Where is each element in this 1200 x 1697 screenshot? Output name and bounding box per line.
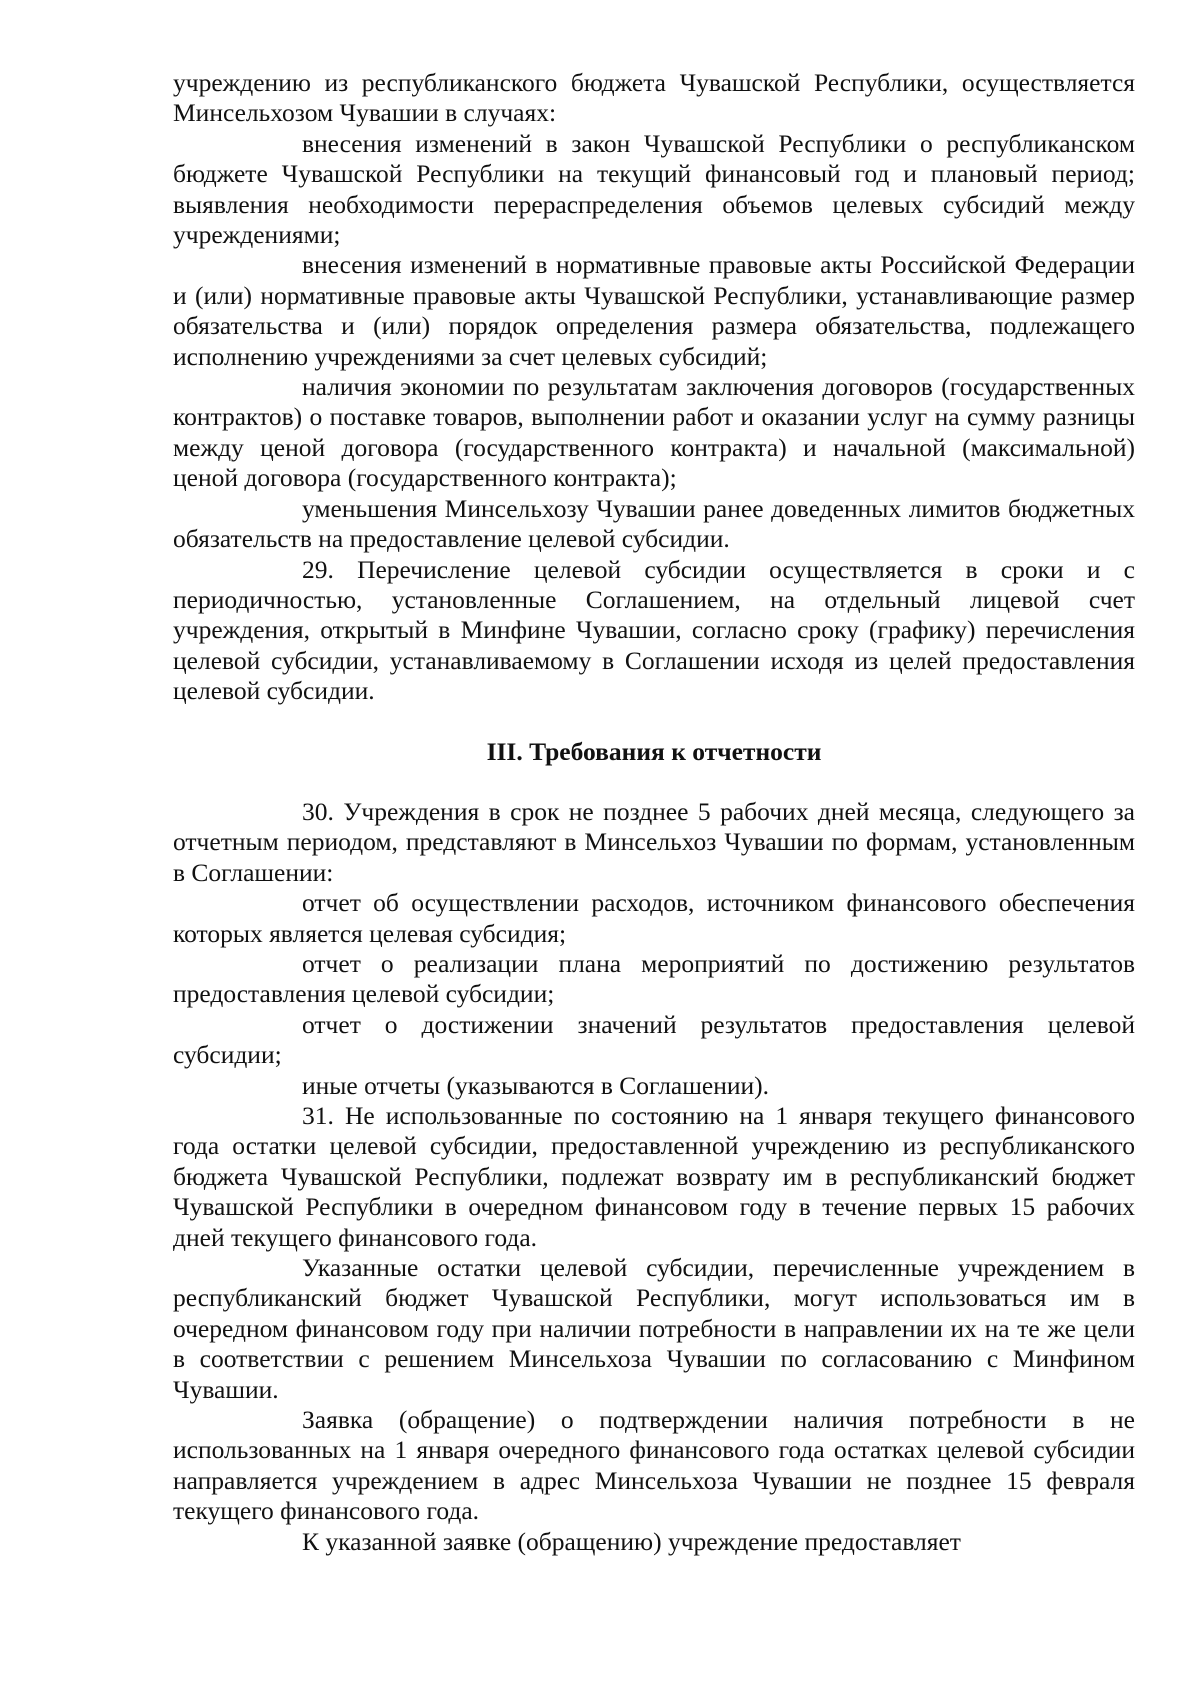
paragraph-case-limits: уменьшения Минсельхозу Чувашии ранее доведенных лимитов бюджетных обязательств на предоставление целевой субсидии. [173, 493, 1135, 554]
paragraph-report-expenses: отчет об осуществлении расходов, источником финансового обеспечения которых является целевая субсидия; [173, 888, 1135, 948]
paragraph-case-law-changes: внесения изменений в закон Чувашской Республики о республиканском бюджете Чувашской Республики на текущий финансовый год и плановый период; выявления необходимости перераспределения объемов целевых субсидий между учреждениями; [173, 128, 1135, 250]
paragraph-case-savings: наличия экономии по результатам заключения договоров (государственных контрактов) о поставке товаров, выполнении работ и оказании услуг на сумму разницы между ценой договора (государственного контракта) и начальной (максимальной) ценой договора (государственного контракта); [173, 372, 1135, 493]
paragraph-30: 30. Учреждения в срок не позднее 5 рабочих дней месяца, следующего за отчетным периодом, представляют в Минсельхоз Чувашии по формам, установленным в Соглашении: [173, 796, 1135, 887]
paragraph-report-other: иные отчеты (указываются в Соглашении). [302, 1070, 769, 1100]
paragraph-29: 29. Перечисление целевой субсидии осуществляется в сроки и с периодичностью, установленные Соглашением, на отдельный лицевой счет учреждения, открытый в Минфине Чувашии, согласно сроку (графику) перечисления целевой субсидии, устанавливаемому в Соглашении исходя из целей предоставления целевой субсидии. [173, 554, 1135, 706]
paragraph-application: Заявка (обращение) о подтверждении наличия потребности в не использованных на 1 января очередного финансового года остатках целевой субсидии направляется учреждением в адрес Минсельхоза Чувашии не позднее 15 февраля текущего финансового года. [173, 1405, 1135, 1526]
paragraph-case-normative-acts: внесения изменений в нормативные правовые акты Российской Федерации и (или) нормативные правовые акты Чувашской Республики, устанавливающие размер обязательства и (или) порядок определения размера обязательства, подлежащего исполнению учреждениями за счет целевых субсидий; [173, 250, 1135, 371]
paragraph-application-attachments: К указанной заявке (обращению) учреждение предоставляет [302, 1526, 961, 1556]
paragraph-continuation: учреждению из республиканского бюджета Чувашской Республики, осуществляется Минсельхозом Чувашии в случаях: [173, 68, 1135, 128]
section-heading: III. Требования к отчетности [486, 736, 822, 766]
paragraph-remaining-balances: Указанные остатки целевой субсидии, перечисленные учреждением в республиканский бюджет Чувашской Республики, могут использоваться им в очередном финансовом году при наличии потребности в направлении их на те же цели в соответствии с решением Минсельхоза Чувашии по согласованию с Минфином Чувашии. [173, 1253, 1135, 1404]
paragraph-report-plan: отчет о реализации плана мероприятий по достижению результатов предоставления целевой субсидии; [173, 948, 1135, 1009]
paragraph-31: 31. Не использованные по состоянию на 1 января текущего финансового года остатки целевой субсидии, предоставленной учреждению из республиканского бюджета Чувашской Республики, подлежат возврату им в республиканский бюджет Чувашской Республики в очередном финансовом году в течение первых 15 рабочих дней текущего финансового года. [173, 1101, 1135, 1252]
document-page [173, 68, 1135, 1557]
paragraph-report-results: отчет о достижении значений результатов предоставления целевой субсидии; [173, 1009, 1135, 1070]
